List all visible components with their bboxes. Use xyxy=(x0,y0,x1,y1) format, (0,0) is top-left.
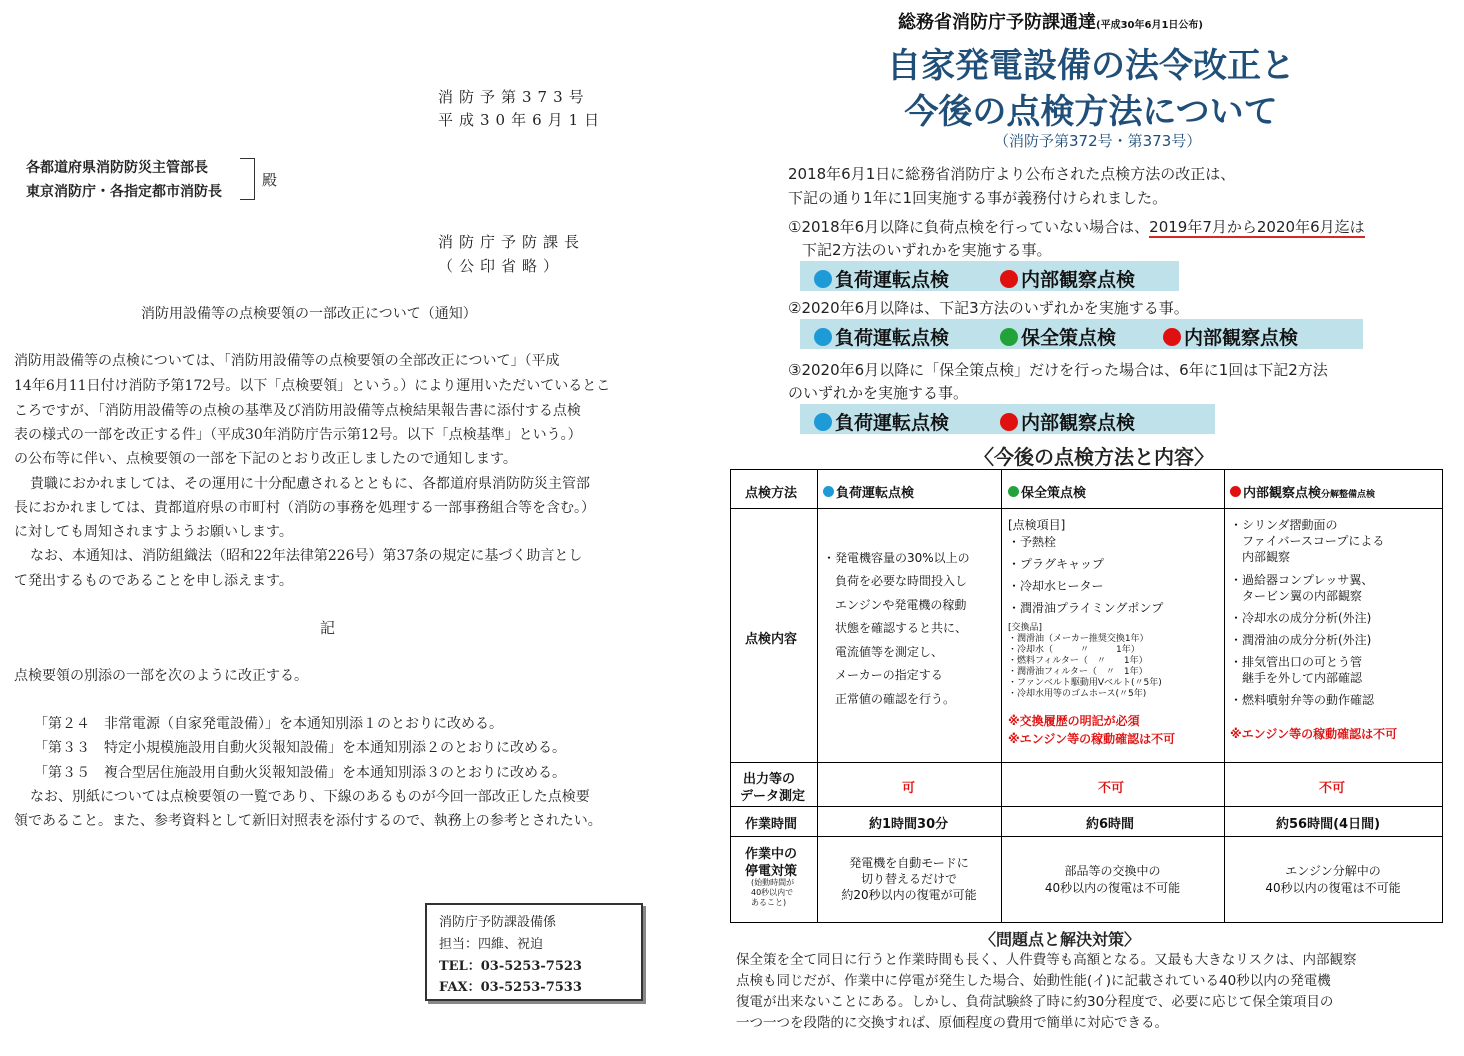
internal-item: タービン翼の内部観察 xyxy=(1242,589,1363,603)
internal-item: ・燃料噴射弁等の動作確認 xyxy=(1230,693,1375,707)
internal-item: ・シリンダ摺動面の xyxy=(1230,518,1338,532)
case1-line2: 下記2方法のいずれかを実施する事。 xyxy=(802,241,1052,259)
para1-line: の公布等に伴い、点検要領の一部を下記のとおり改正しましたので通知します。 xyxy=(14,451,517,467)
internal-item: ・過給器コンプレッサ翼、 xyxy=(1230,573,1374,587)
addressee-bracket xyxy=(240,158,255,200)
contact-fax: FAX：03-5253-7533 xyxy=(439,980,582,995)
method-label: 保全策点検 xyxy=(1021,327,1117,349)
internal-item: ・冷却水の成分分析(外注) xyxy=(1230,611,1372,625)
load-content-line: 電流値等を測定し、 xyxy=(835,645,944,659)
load-content-line: エンジンや発電機の稼動 xyxy=(835,598,967,612)
sender: 消防庁予防課長 xyxy=(438,233,586,251)
poster-title-line2: 今後の点検方法について xyxy=(904,92,1278,132)
time-internal: 約56時間(4日間) xyxy=(1276,817,1381,832)
para1-line: ころですが、「消防用設備等の点検の基準及び消防用設備等点検結果報告書に添付する点検 xyxy=(14,403,581,419)
outage-note-line: 40秒以内で xyxy=(751,888,794,897)
amendment-item: 「第３５ 複合型居住施設用自動火災報知設備」を本通知別添３のとおりに改める。 xyxy=(34,765,566,781)
notice-number: 消防予第373号 xyxy=(438,88,590,106)
poster-header-main: 総務省消防庁予防課通達 xyxy=(898,12,1096,33)
table-col-divider xyxy=(1224,470,1225,922)
row-label-data-1: 出力等の xyxy=(743,772,796,787)
honorific: 殿 xyxy=(262,171,278,189)
preventive-item: ・潤滑油プライミングポンプ xyxy=(1008,601,1164,615)
outage-load-line: 切り替えるだけで xyxy=(860,872,957,886)
internal-item: 継手を外して内部確認 xyxy=(1242,671,1363,685)
poster-header xyxy=(898,8,1203,34)
outage-internal xyxy=(1224,863,1442,897)
closing-line: 領であること。また、参考資料として新旧対照表を添付するので、執務上の参考とされたい。 xyxy=(14,813,602,829)
table-title: 〈今後の点検方法と内容〉 xyxy=(974,445,1214,469)
method-label: 内部観察点検 xyxy=(1184,327,1299,349)
row-label-data-2: データ測定 xyxy=(740,789,806,804)
case2-internal-method xyxy=(1163,323,1298,350)
green-dot-icon xyxy=(1008,486,1019,497)
poster-reference: （消防予第372号・第373号） xyxy=(994,132,1202,150)
internal-item: ファイバースコープによる xyxy=(1242,534,1385,548)
case1-load-method xyxy=(814,265,949,292)
load-content-line: 状態を確認すると共に、 xyxy=(835,621,968,635)
outage-note-line: あること) xyxy=(751,898,787,907)
poster-page xyxy=(718,0,1464,1056)
case3-methods-bar xyxy=(800,404,1215,434)
red-dot-icon xyxy=(1163,328,1181,346)
exchange-item: ・潤滑油フィルター（ 〃 1年） xyxy=(1008,667,1148,677)
outage-load xyxy=(817,855,1001,903)
blue-dot-icon xyxy=(814,270,832,288)
header-load xyxy=(823,482,914,501)
poster-header-note: (平成30年6月1日公布) xyxy=(1096,20,1203,31)
exchange-item: ・ファンベルト駆動用Vベルト(〃5年) xyxy=(1008,678,1162,688)
para2-line: 長におかれましては、貴都道府県の市町村（消防の事務を処理する一部事務組合等を含む。） xyxy=(14,500,595,516)
case2-methods-bar xyxy=(800,319,1363,349)
outage-internal-line: 40秒以内の復電は不可能 xyxy=(1265,881,1401,895)
blue-dot-icon xyxy=(814,413,832,431)
solution-title: 〈問題点と解決対策〉 xyxy=(980,930,1141,949)
internal-warning: ※エンジン等の稼動確認は不可 xyxy=(1230,727,1398,741)
contact-tel: TEL：03-5253-7523 xyxy=(439,959,582,974)
solution-line: 保全策を全て同日に行うと作業時間も長く、人件費等も高額となる。又最も大きなリスクは、内部観察 xyxy=(736,952,1357,968)
closing-line: なお、別紙については点検要領の一覧であり、下線のあるものが今回一部改正した点検要 xyxy=(30,789,590,805)
case2-line: ②2020年6月以降は、下記3方法のいずれかを実施する事。 xyxy=(788,299,1189,317)
exchange-item: ・潤滑油（メーカー推奨交換1年） xyxy=(1008,634,1149,644)
outage-preventive xyxy=(1001,863,1224,897)
para3-line: なお、本通知は、消防組織法（昭和22年法律第226号）第37条の規定に基づく助言とし xyxy=(30,548,583,564)
header-internal-label: 内部観察点検 xyxy=(1243,486,1322,501)
table-row-divider xyxy=(731,806,1442,807)
notice-date: 平成30年6月1日 xyxy=(438,111,606,129)
red-dot-icon xyxy=(1230,486,1241,497)
poster-title-line1: 自家発電設備の法令改正と xyxy=(887,46,1295,86)
notice-page xyxy=(0,0,715,1056)
solution-line: 復電が出来ないことにある。しかし、負荷試験終了時に約30分程度で、必要に応じて保全策項目の xyxy=(736,994,1334,1010)
row-label-content: 点検内容 xyxy=(745,632,798,647)
seal-omitted: （公印省略） xyxy=(438,257,565,275)
para1-line: 消防用設備等の点検については、「消防用設備等の点検要領の全部改正について」（平成 xyxy=(14,353,560,369)
load-content-line: 正常値の確認を行う。 xyxy=(835,692,956,706)
outage-internal-line: エンジン分解中の xyxy=(1285,864,1381,878)
outage-note xyxy=(751,878,794,908)
preventive-warning: ※エンジン等の稼動確認は不可 xyxy=(1008,732,1176,746)
inspection-method-table xyxy=(730,469,1443,923)
notice-subject: 消防用設備等の点検要領の一部改正について（通知） xyxy=(141,306,477,322)
amendment-item: 「第３３ 特定小規模施設用自動火災報知設備」を本通知別添２のとおりに改める。 xyxy=(34,740,566,756)
blue-dot-icon xyxy=(814,328,832,346)
row-label-method: 点検方法 xyxy=(745,486,798,501)
solution-line: 一つ一つを段階的に交換すれば、原価程度の費用で簡単に対応できる。 xyxy=(736,1015,1168,1031)
para1-line: 表の様式の一部を改正する件」（平成30年消防庁告示第12号。以下「点検基準」という。） xyxy=(14,427,582,443)
ki-heading: 記 xyxy=(320,619,336,637)
exchange-item: ・冷却水用等のゴムホース(〃5年) xyxy=(1008,689,1147,699)
row-label-outage-1: 作業中の xyxy=(745,847,798,862)
amendment-intro: 点検要領の別添の一部を次のように改正する。 xyxy=(14,668,308,684)
intro-line2: 下記の通り1年に1回実施する事が義務付けられました。 xyxy=(788,189,1168,207)
data-internal-value: 不可 xyxy=(1319,781,1346,796)
data-preventive-value: 不可 xyxy=(1098,781,1125,796)
internal-item: 内部観察 xyxy=(1242,550,1291,564)
method-label: 負荷運転点検 xyxy=(835,269,950,291)
table-row-divider xyxy=(731,836,1442,837)
case1-internal-method xyxy=(1000,265,1135,292)
header-load-label: 負荷運転点検 xyxy=(836,486,915,501)
exchange-header: [交換品] xyxy=(1008,623,1043,633)
time-load: 約1時間30分 xyxy=(869,817,949,832)
preventive-warning: ※交換履歴の明記が必須 xyxy=(1008,714,1140,728)
outage-preventive-line: 部品等の交換中の xyxy=(1064,864,1161,878)
preventive-item: ・予熱栓 xyxy=(1008,535,1057,549)
internal-item: ・潤滑油の成分分析(外注) xyxy=(1230,633,1372,647)
green-dot-icon xyxy=(1000,328,1018,346)
red-dot-icon xyxy=(1000,270,1018,288)
load-content-line: ・発電機容量の30%以上の xyxy=(823,551,970,565)
case1-prefix: ①2018年6月以降に負荷点検を行っていない場合は、 xyxy=(788,218,1150,236)
preventive-header: [点検項目] xyxy=(1008,518,1066,532)
case3-load-method xyxy=(814,408,949,435)
preventive-item: ・冷却水ヒーター xyxy=(1008,579,1104,593)
addressee-2: 東京消防庁・各指定都市消防長 xyxy=(26,184,222,200)
method-label: 負荷運転点検 xyxy=(835,327,950,349)
internal-item: ・排気管出口の可とう管 xyxy=(1230,655,1363,669)
para1-line: 14年6月11日付け消防予第172号。以下「点検要領」という。）により運用いただいているとこ xyxy=(14,378,611,394)
case2-preventive-method xyxy=(1000,323,1116,350)
solution-line: 点検も同じだが、作業中に停電が発生した場合、始動性能(イ)に記載されている40秒以内の発電機 xyxy=(736,973,1331,989)
method-label: 負荷運転点検 xyxy=(835,412,950,434)
exchange-item: ・冷却水（ 〃 1年） xyxy=(1008,645,1140,655)
table-row-divider xyxy=(731,508,1442,509)
preventive-item: ・プラグキャップ xyxy=(1008,557,1105,571)
intro-line1: 2018年6月1日に総務省消防庁より公布された点検方法の改正は、 xyxy=(788,165,1236,183)
outage-preventive-line: 40秒以内の復電は不可能 xyxy=(1044,881,1181,895)
para3-line: て発出するものであることを申し添えます。 xyxy=(14,573,293,589)
blue-dot-icon xyxy=(823,486,834,497)
load-content-line: 負荷を必要な時間投入し xyxy=(835,574,968,588)
case1-period: 2019年7月から2020年6月迄は xyxy=(1149,218,1365,236)
outage-load-line: 約20秒以内の復電が可能 xyxy=(841,888,977,902)
load-content-line: メーカーの指定する xyxy=(835,668,943,682)
exchange-item: ・燃料フィルター（ 〃 1年） xyxy=(1008,656,1148,666)
table-col-divider xyxy=(1001,470,1002,922)
addressee-1: 各都道府県消防防災主管部長 xyxy=(26,160,208,176)
contact-person: 担当：四維、祝迫 xyxy=(439,937,544,952)
method-label: 内部観察点検 xyxy=(1021,412,1136,434)
data-load-value: 可 xyxy=(902,781,916,796)
time-preventive: 約6時間 xyxy=(1086,817,1135,832)
para2-line: に対しても周知されますようお願いします。 xyxy=(14,524,293,540)
header-preventive-label: 保全策点検 xyxy=(1021,486,1087,501)
case3-line2: のいずれかを実施する事。 xyxy=(788,384,969,402)
para2-line: 貴職におかれましては、その運用に十分配慮されるとともに、各都道府県消防防災主管部 xyxy=(30,476,590,492)
header-internal-note: 分解整備点検 xyxy=(1321,490,1376,500)
contact-box xyxy=(425,903,643,1001)
red-dot-icon xyxy=(1000,413,1018,431)
method-label: 内部観察点検 xyxy=(1021,269,1136,291)
outage-note-line: (始動時間が xyxy=(751,878,795,887)
case2-load-method xyxy=(814,323,949,350)
case1-methods-bar xyxy=(800,261,1179,291)
case1-line1 xyxy=(788,216,1365,237)
row-label-outage-2: 停電対策 xyxy=(745,864,798,879)
case3-line1: ③2020年6月以降に「保全策点検」だけを行った場合は、6年に1回は下記2方法 xyxy=(788,361,1328,379)
amendment-item: 「第２４ 非常電源（自家発電設備）」を本通知別添１のとおりに改める。 xyxy=(34,716,503,732)
header-internal xyxy=(1230,482,1375,501)
contact-dept: 消防庁予防課設備係 xyxy=(439,915,557,930)
header-preventive xyxy=(1008,482,1086,501)
table-row-divider xyxy=(731,762,1442,763)
row-label-time: 作業時間 xyxy=(745,817,798,832)
case3-internal-method xyxy=(1000,408,1135,435)
outage-load-line: 発電機を自動モードに xyxy=(849,856,969,870)
